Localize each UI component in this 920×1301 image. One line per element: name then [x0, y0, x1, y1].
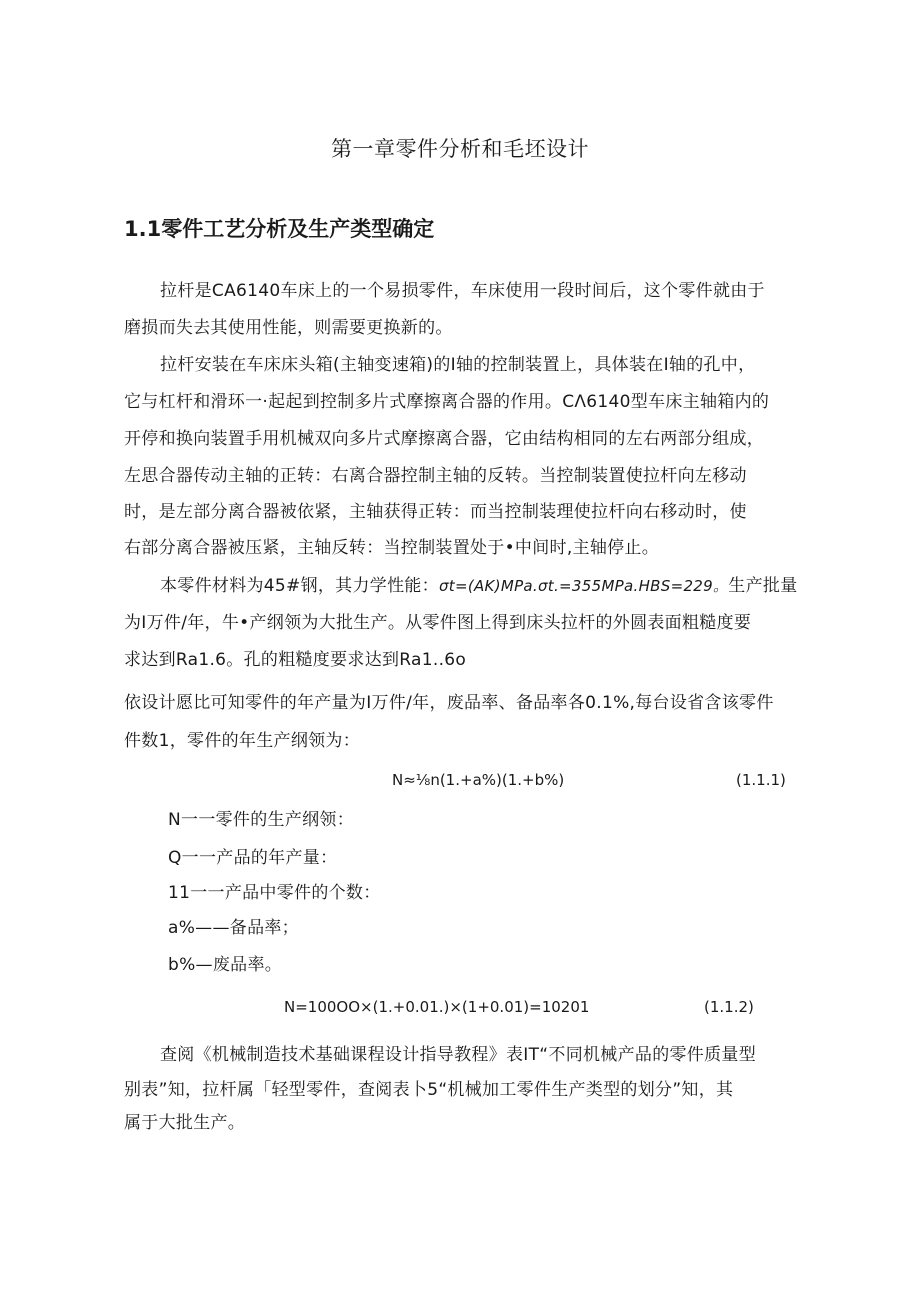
paragraph-5-line-3: 属于大批生产。 [124, 1113, 246, 1133]
paragraph-1-line-1: 拉杆是CA6140车床上的一个易损零件，车床使用一段时间后，这个零件就由于 [160, 281, 765, 301]
production-batch-text: 生产批量 [728, 576, 798, 596]
paragraph-2-line-1: 拉杆安装在车床床头箱(主轴变速箱)的I轴的控制装置上，具体装在I轴的孔中， [160, 355, 756, 375]
paragraph-3-line-2: 为I万件/年，牛•产纲领为大批生产。从零件图上得到床头拉杆的外圆表面粗糙度要 [124, 613, 752, 633]
paragraph-2-line-6: 右部分离合器被压紧，主轴反转：当控制装置处于•中间时,主轴停止。 [124, 538, 660, 558]
definition-n-count: 11一一产品中零件的个数： [168, 883, 381, 903]
definition-n: N一一零件的生产纲领： [168, 810, 355, 830]
mechanical-properties-formula: σt=(AK)MPa.σt.=355MPa.HBS=229。 [438, 577, 729, 595]
paragraph-3-line-3: 求达到Ra1.6。孔的粗糙度要求达到Ra1..6o [124, 650, 467, 670]
paragraph-5-line-1: 查阅《机械制造技术基础课程设计指导教程》表IT“不同机械产品的零件质量型 [160, 1045, 757, 1065]
formula-1-number: (1.1.1) [736, 771, 786, 789]
paragraph-2-line-2: 它与杠杆和滑环一·起起到控制多片式摩擦离合器的作用。CΛ6140型车床主轴箱内的 [124, 392, 770, 412]
paragraph-3-line-1 [160, 571, 798, 596]
paragraph-4-line-2: 件数1，零件的年生产纲领为： [124, 731, 361, 751]
formula-1: N≈⅛n(1.+a%)(1.+b%) [392, 771, 565, 789]
formula-2: N=100OO×(1.+0.01.)×(1+0.01)=10201 [284, 998, 590, 1016]
definition-b: b%—废品率。 [168, 955, 283, 975]
paragraph-4-line-1: 依设计愿比可知零件的年产量为I万件/年，废品率、备品率各0.1%,每台设省含该零件 [124, 693, 774, 713]
chapter-title: 第一章零件分析和毛坯设计 [331, 137, 589, 161]
definition-q: Q一一产品的年产量： [168, 848, 338, 868]
definition-a: a%——备品率； [168, 918, 299, 938]
paragraph-5-line-2: 别表”知，拉杆属「轻型零件，查阅表卜5“机械加工零件生产类型的划分”知，其 [124, 1080, 734, 1100]
formula-2-number: (1.1.2) [704, 998, 754, 1016]
paragraph-2-line-4: 左思合器传动主轴的正转：右离合器控制主轴的反转。当控制装置使拉杆向左移动 [124, 466, 747, 486]
section-heading: 1.1零件工艺分析及生产类型确定 [124, 217, 435, 241]
paragraph-1-line-2: 磨损而失去其使用性能，则需要更换新的。 [124, 318, 453, 338]
material-text: 本零件材料为45#钢，其力学性能： [160, 576, 439, 596]
paragraph-2-line-5: 时，是左部分离合器被依紧，主轴获得正转：而当控制装理使拉杆向右移动时，使 [124, 502, 747, 522]
paragraph-2-line-3: 开停和换向装置手用机械双向多片式摩擦离合器，它由结构相同的左右两部分组成， [124, 429, 765, 449]
